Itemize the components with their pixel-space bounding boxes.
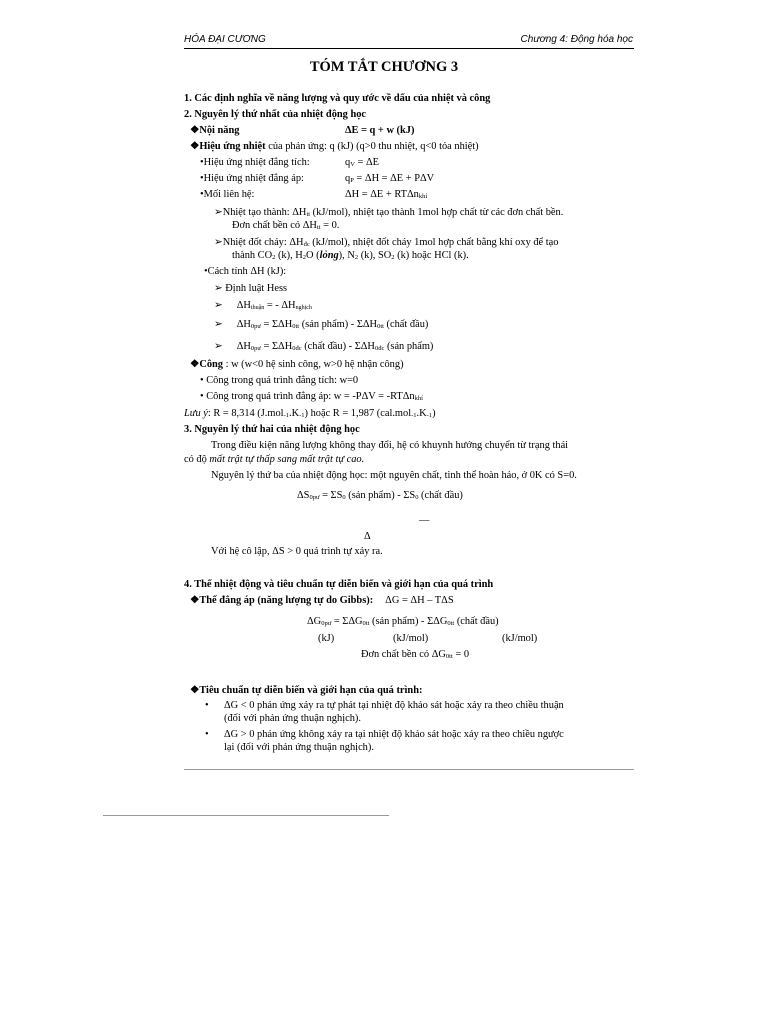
eq-part: ΔH — [236, 300, 251, 311]
eq-sub: nghịch — [295, 305, 312, 311]
text-part: .K — [289, 408, 300, 419]
eq-sub: 0tt — [447, 620, 455, 627]
eq-sub: 0tt — [362, 620, 370, 627]
header-rule — [184, 48, 634, 49]
eq-sub: 0 — [342, 494, 346, 501]
text-sub: khí — [414, 395, 423, 402]
hieu-ung-nhiet-text: của phản ứng: q (kJ) (q>0 thu nhiệt, q<0 tỏa nhiệt) — [265, 141, 479, 152]
eq-part: (chất đầu) — [383, 319, 429, 330]
text-sub: 2 — [302, 254, 307, 261]
dang-tich-equation — [345, 156, 379, 169]
eq-sub: V — [350, 161, 355, 168]
noi-nang-label: ❖Nội năng — [190, 125, 240, 136]
section-1-heading: 1. Các định nghĩa về năng lượng và quy ước về dấu của nhiệt và công — [184, 93, 491, 104]
formula-dh-dot-chay — [214, 340, 433, 353]
eq-part: (sản phẩm) - ΣΔG — [369, 616, 448, 627]
footer-rule — [184, 769, 634, 770]
he-co-lap: Với hệ cô lập, ΔS > 0 quá trình tự xảy ra. — [211, 546, 383, 557]
nguyen-ly-thu-ba: Nguyên lý thứ ba của nhiệt động học: một nguyên chất, tinh thể hoàn hảo, ở 0K có S=0. — [211, 470, 577, 481]
eq-sub: 0tt — [377, 323, 384, 330]
moi-lien-he-equation — [345, 188, 427, 201]
dang-ap-label: •Hiệu ứng nhiệt đẳng áp: — [200, 173, 304, 184]
eq-sub: thuận — [250, 305, 265, 311]
text-part: ➢Nhiệt tạo thành: ΔH — [214, 207, 307, 218]
text-sub: 2 — [391, 254, 395, 261]
eq-part: = ΣΔG — [331, 616, 363, 627]
eq-part: = ΣS — [319, 490, 343, 501]
eq-part: = ΔH = ΔE + PΔV — [353, 173, 435, 184]
eq-part: ΔH = ΔE + RTΔn — [345, 189, 419, 200]
nhiet-dot-chay — [214, 236, 558, 249]
eq-sub: 0pư — [309, 494, 320, 501]
text-part: (k) hoặc HCl (k). — [394, 250, 469, 261]
text-sub: -1 — [411, 412, 417, 419]
cach-tinh-heading: •Cách tính ΔH (kJ): — [204, 266, 287, 277]
text-part: ) — [432, 408, 436, 419]
tieu-chuan-heading: ❖Tiêu chuẩn tự diễn biến và giới hạn của quá trình: — [190, 685, 423, 696]
luu-y-line — [184, 407, 436, 420]
text-part: • Công trong quá trình đẳng áp: w = -PΔV = -RTΔn — [200, 391, 415, 402]
delta-s-formula — [297, 489, 463, 502]
text-sub: 2 — [272, 254, 276, 261]
eq-part: = ΣΔH — [260, 341, 293, 352]
noi-nang-equation: ΔE = q + w (kJ) — [345, 125, 415, 136]
gibbs-line — [190, 594, 454, 607]
text-part: có độ — [184, 454, 210, 465]
text-part: = 0 — [452, 649, 470, 660]
eq-part: (sản phẩm) — [384, 341, 434, 352]
text-sub: -1 — [299, 412, 305, 419]
text-part: (k), SO — [358, 250, 392, 261]
stray-dash: — — [419, 515, 430, 526]
page-title: TÓM TẮT CHƯƠNG 3 — [309, 59, 459, 75]
eq-part: (chất đầu) - ΣΔH — [301, 341, 375, 352]
text-sub: đc — [303, 241, 310, 248]
text-part: (kJ/mol), nhiệt tạo thành 1mol hợp chất từ các đơn chất bền. — [310, 207, 564, 218]
para-3-line-2 — [184, 453, 364, 466]
eq-part: (chất đầu) — [418, 490, 463, 501]
text-part: (kJ/mol), nhiệt đốt cháy 1mol hợp chất bằng khí oxy để tạo — [309, 237, 559, 248]
luu-y-label: Lưu ý — [184, 408, 208, 419]
section-4-heading: 4. Thế nhiệt động và tiêu chuẩn tự diễn biến và giới hạn của quá trình — [184, 579, 494, 590]
eq-part: q — [345, 157, 351, 168]
tieu-chuan-2-line-1: ΔG > 0 phản ứng không xảy ra tại nhiệt độ khảo sát hoặc xảy ra theo chiều ngược — [224, 729, 564, 740]
eq-part: (sản phẩm) - ΣΔH — [299, 319, 378, 330]
arrow-bullet: ➢ — [214, 300, 223, 311]
text-part: ) hoặc R = 1,987 (cal.mol — [304, 408, 412, 419]
eq-part: ΔG — [307, 616, 322, 627]
text-part: O ( — [306, 250, 320, 261]
unit-kj: (kJ) — [318, 633, 335, 644]
para-3-line-1: Trong điều kiện năng lượng không thay đổi, hệ có khuynh hướng chuyển từ trạng thái — [211, 440, 569, 451]
eq-sub: 0pư — [250, 345, 261, 352]
text-part: Đơn chất bền có ΔH — [232, 220, 317, 231]
eq-part: = ΔE — [354, 157, 379, 168]
eq-sub: P — [350, 177, 354, 184]
eq-sub: 0đc — [374, 345, 385, 352]
section-3-heading: 3. Nguyên lý thứ hai của nhiệt động học — [184, 424, 360, 435]
header-left: HÓA ĐẠI CƯƠNG — [184, 34, 266, 45]
dinh-luat-hess: ➢ Định luật Hess — [214, 283, 288, 294]
eq-part: = - ΔH — [264, 300, 296, 311]
eq-part: = ΣΔH — [260, 319, 293, 330]
dang-tich-label: •Hiệu ứng nhiệt đẳng tích: — [200, 157, 310, 168]
tieu-chuan-2-line-2: lại (đối với phản ứng thuận nghịch). — [224, 742, 374, 753]
bullet-1: • — [205, 700, 209, 711]
text-part: ), N — [338, 250, 355, 261]
tieu-chuan-1-line-2: (đối với phản ứng thuận nghịch). — [224, 713, 361, 724]
eq-part: q — [345, 173, 351, 184]
stray-delta: Δ — [364, 531, 371, 542]
text-part: .K — [416, 408, 427, 419]
eq-sub: 0tt — [292, 323, 300, 330]
nhiet-dot-chay-products — [232, 249, 469, 262]
text-part: thành CO — [232, 250, 273, 261]
eq-sub: 0pư — [321, 620, 332, 627]
tieu-chuan-1-line-1: ΔG < 0 phản ứng xảy ra tự phát tại nhiệt độ khảo sát hoặc xảy ra theo chiều thuận — [224, 700, 564, 711]
cong-label: ❖Công — [190, 359, 223, 370]
text-sub: tt — [306, 211, 311, 218]
text-part: : R = 8,314 (J.mol — [207, 408, 284, 419]
hieu-ung-nhiet-line — [190, 140, 479, 153]
text-part: (k), H — [275, 250, 303, 261]
cong-dang-ap — [200, 390, 423, 403]
gibbs-equation: ΔG = ΔH – TΔS — [385, 595, 454, 606]
text-part: = 0. — [320, 220, 340, 231]
text-part: ➢Nhiệt đốt cháy: ΔH — [214, 237, 304, 248]
formula-thuan-nghich — [214, 299, 312, 312]
cong-text: : w (w<0 hệ sinh công, w>0 hệ nhận công) — [223, 359, 404, 370]
arrow-bullet: ➢ — [214, 319, 223, 330]
bullet-2: • — [205, 729, 209, 740]
unit-kj-mol-1: (kJ/mol) — [393, 633, 429, 644]
cong-line — [190, 358, 404, 371]
eq-sub: 0đc — [292, 345, 302, 352]
nhiet-tao-thanh — [214, 206, 563, 219]
don-chat-ben-tt — [232, 219, 339, 232]
don-chat-ben-g — [361, 648, 469, 661]
text-sub: -1 — [283, 412, 289, 419]
moi-lien-he-label: •Mối liên hệ: — [200, 189, 255, 200]
gibbs-label: ❖Thế đẳng áp (năng lượng tự do Gibbs): — [190, 595, 374, 606]
text-sub: tt — [316, 224, 321, 231]
formula-dh-tao-thanh — [214, 318, 428, 331]
eq-sub: khí — [418, 193, 428, 200]
eq-part: ΔH — [236, 319, 251, 330]
header-right: Chương 4: Động hóa học — [520, 34, 633, 45]
delta-g-formula — [307, 615, 499, 628]
eq-part: ΔS — [297, 490, 310, 501]
text-sub: -1 — [426, 412, 433, 419]
section-2-heading: 2. Nguyên lý thứ nhất của nhiệt động học — [184, 109, 367, 120]
eq-part: (chất đầu) — [454, 616, 499, 627]
eq-sub: 0 — [415, 494, 419, 501]
cong-dang-tich: • Công trong quá trình đẳng tích: w=0 — [200, 375, 359, 386]
text-sub: 2 — [354, 254, 359, 261]
text-sub: 0tt — [445, 653, 453, 660]
text-italic: mất trật tự thấp sang mất trật tự cao. — [209, 454, 365, 465]
text-part: Đơn chất bền có ΔG — [361, 649, 446, 660]
dang-ap-equation — [345, 172, 434, 185]
unit-kj-mol-2: (kJ/mol) — [502, 633, 538, 644]
text-part: lỏng — [319, 250, 339, 261]
eq-part: ΔH — [236, 341, 251, 352]
eq-part: (sản phẩm) - ΣS — [345, 490, 416, 501]
eq-sub: 0pư — [250, 323, 261, 330]
arrow-bullet: ➢ — [214, 341, 223, 352]
bottom-rule — [103, 815, 389, 816]
hieu-ung-nhiet-label: ❖Hiệu ứng nhiệt — [190, 141, 266, 152]
